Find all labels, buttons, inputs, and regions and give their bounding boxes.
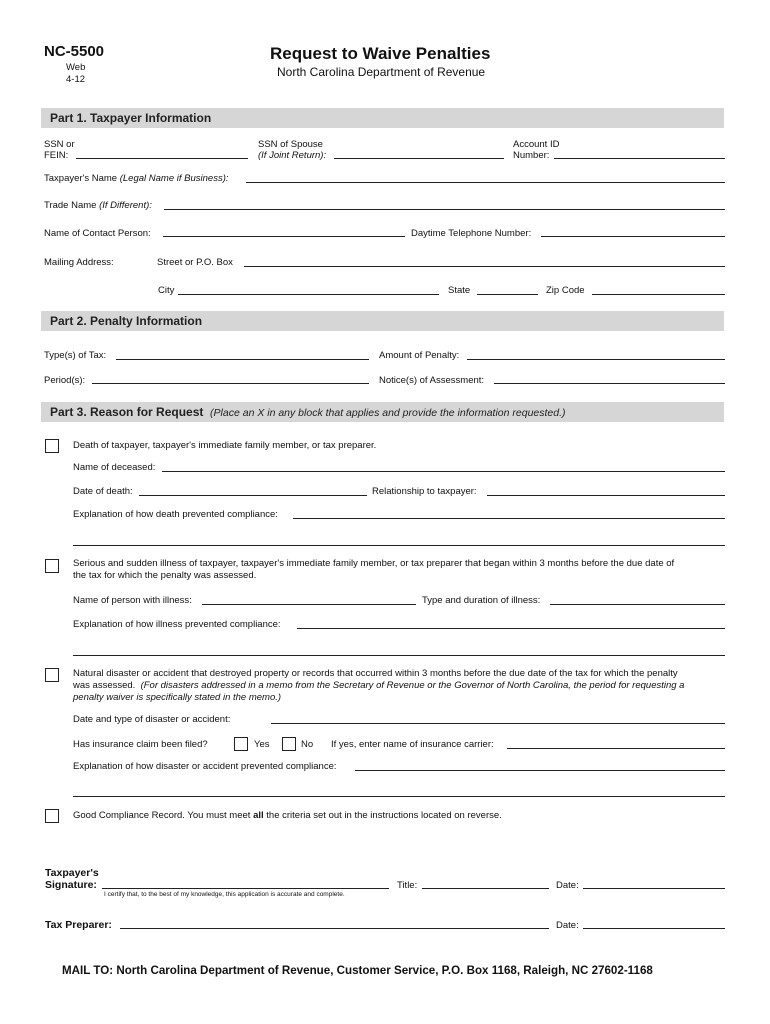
death-checkbox[interactable] <box>45 439 59 453</box>
death-date-label: Date of death: <box>73 486 133 497</box>
relationship-field[interactable] <box>487 495 725 496</box>
preparer-date-label: Date: <box>556 920 579 931</box>
ssn-label-line2: FEIN: <box>44 150 69 161</box>
part1-header-bar <box>41 108 724 128</box>
compliance-text-bold: all <box>253 810 264 821</box>
signature-date-label: Date: <box>556 880 579 891</box>
insurance-question-label: Has insurance claim been filed? <box>73 739 208 750</box>
zip-label: Zip Code <box>546 285 585 296</box>
contact-person-label: Name of Contact Person: <box>44 228 151 239</box>
preparer-date-field[interactable] <box>583 928 725 929</box>
account-id-label-line1: Account ID <box>513 139 560 150</box>
insurance-carrier-field[interactable] <box>507 748 725 749</box>
death-reason-text: Death of taxpayer, taxpayer's immediate family member, or tax preparer. <box>73 440 377 451</box>
part2-header-bar <box>41 311 724 331</box>
form-number: NC-5500 <box>44 43 105 60</box>
city-label: City <box>158 285 175 296</box>
illness-explanation-field-2[interactable] <box>73 655 725 656</box>
compliance-text-after: the criteria set out in the instructions located on reverse. <box>263 810 502 821</box>
part2-title: Part 2. Penalty Information <box>50 314 203 328</box>
trade-name-field[interactable] <box>164 209 725 210</box>
part3-title-text: Part 3. Reason for Request <box>50 405 204 419</box>
disaster-reason-line2a: was assessed. <box>73 680 136 691</box>
phone-label: Daytime Telephone Number: <box>411 228 532 239</box>
title-label: Title: <box>397 880 418 891</box>
insurance-yes-label: Yes <box>254 739 270 750</box>
compliance-checkbox[interactable] <box>45 809 59 823</box>
ill-person-field[interactable] <box>202 604 416 605</box>
mail-to: MAIL TO: North Carolina Department of Revenue, Customer Service, P.O. Box 1168, Raleigh, NC 27602-1168 <box>62 964 653 977</box>
insurance-no-label: No <box>301 739 314 750</box>
disaster-date-type-label: Date and type of disaster or accident: <box>73 714 231 725</box>
tax-preparer-label: Tax Preparer: <box>45 919 112 931</box>
part3-title <box>50 405 566 419</box>
part1-title: Part 1. Taxpayer Information <box>50 111 212 125</box>
periods-field[interactable] <box>92 383 369 384</box>
contact-person-field[interactable] <box>163 236 405 237</box>
part3-note: (Place an X in any block that applies and provide the information requested.) <box>210 407 566 419</box>
signature-label-line2: Signature: <box>45 879 97 891</box>
illness-reason-line2: the tax for which the penalty was assessed. <box>73 570 257 581</box>
tax-types-field[interactable] <box>116 359 369 360</box>
relationship-label: Relationship to taxpayer: <box>372 486 477 497</box>
illness-type-field[interactable] <box>550 604 725 605</box>
mailing-address-label: Mailing Address: <box>44 257 114 268</box>
ssn-label-line1: SSN or <box>44 139 75 150</box>
spouse-ssn-field[interactable] <box>334 158 504 159</box>
disaster-explanation-field-2[interactable] <box>73 796 725 797</box>
state-label: State <box>448 285 471 296</box>
taxpayer-name-label-text: Taxpayer's Name <box>44 173 118 184</box>
phone-field[interactable] <box>541 236 725 237</box>
deceased-name-field[interactable] <box>162 471 725 472</box>
illness-explanation-field[interactable] <box>297 628 725 629</box>
account-id-label-line2: Number: <box>513 150 550 161</box>
tax-preparer-field[interactable] <box>120 928 549 929</box>
taxpayer-name-label <box>44 173 229 184</box>
periods-label: Period(s): <box>44 375 86 386</box>
title-field[interactable] <box>422 888 549 889</box>
tax-types-label: Type(s) of Tax: <box>44 350 107 361</box>
disaster-reason-line2 <box>73 680 684 691</box>
zip-field[interactable] <box>592 294 725 295</box>
disaster-reason-line2b: (For disasters addressed in a memo from the Secretary of Revenue or the Governor of North Carolina, the period for requesting a <box>140 680 685 691</box>
penalty-amount-label: Amount of Penalty: <box>379 350 460 361</box>
street-field[interactable] <box>244 266 725 267</box>
state-field[interactable] <box>477 294 538 295</box>
death-explanation-field[interactable] <box>293 518 725 519</box>
deceased-name-label: Name of deceased: <box>73 462 156 473</box>
illness-explanation-label: Explanation of how illness prevented compliance: <box>73 619 281 630</box>
illness-type-label: Type and duration of illness: <box>422 595 541 606</box>
taxpayer-name-note: (Legal Name if Business): <box>119 173 229 184</box>
signature-field[interactable] <box>102 888 389 889</box>
death-date-field[interactable] <box>139 495 367 496</box>
insurance-carrier-label: If yes, enter name of insurance carrier: <box>331 739 494 750</box>
edition-date: 4-12 <box>66 74 86 85</box>
ill-person-label: Name of person with illness: <box>73 595 192 606</box>
disaster-explanation-label: Explanation of how disaster or accident prevented compliance: <box>73 761 337 772</box>
edition-web: Web <box>66 62 86 73</box>
part3-header-bar <box>41 402 724 422</box>
spouse-ssn-label-line1: SSN of Spouse <box>258 139 323 150</box>
account-id-field[interactable] <box>554 158 725 159</box>
disaster-reason-line3: penalty waiver is specifically stated in the memo.) <box>73 692 282 703</box>
certify-text: I certify that, to the best of my knowledge, this application is accurate and complete. <box>104 891 345 898</box>
compliance-reason-text <box>73 810 502 821</box>
street-label: Street or P.O. Box <box>157 257 233 268</box>
trade-name-note: (If Different): <box>99 200 152 211</box>
form-title: Request to Waive Penalties <box>270 44 491 63</box>
city-field[interactable] <box>178 294 439 295</box>
trade-name-label <box>44 200 152 211</box>
disaster-reason-line1: Natural disaster or accident that destroyed property or records that occurred within 3 months before the due date of the tax for which the penalty <box>73 668 678 679</box>
notices-label: Notice(s) of Assessment: <box>379 375 485 386</box>
signature-label-line1: Taxpayer's <box>45 867 99 879</box>
trade-name-label-text: Trade Name <box>44 200 97 211</box>
form-subtitle: North Carolina Department of Revenue <box>277 65 486 79</box>
notices-field[interactable] <box>494 383 725 384</box>
taxpayer-name-field[interactable] <box>246 182 725 183</box>
disaster-date-type-field[interactable] <box>271 723 725 724</box>
insurance-no-checkbox[interactable] <box>282 737 296 751</box>
disaster-checkbox[interactable] <box>45 668 59 682</box>
signature-date-field[interactable] <box>583 888 725 889</box>
death-explanation-label: Explanation of how death prevented compliance: <box>73 509 278 520</box>
compliance-text-before: Good Compliance Record. You must meet <box>73 810 254 821</box>
penalty-amount-field[interactable] <box>467 359 725 360</box>
illness-checkbox[interactable] <box>45 559 59 573</box>
illness-reason-line1: Serious and sudden illness of taxpayer, taxpayer's immediate family member, or tax preparer that began within 3 months before the due date of <box>73 558 675 569</box>
ssn-field[interactable] <box>76 158 248 159</box>
death-explanation-field-2[interactable] <box>73 545 725 546</box>
insurance-yes-checkbox[interactable] <box>234 737 248 751</box>
spouse-ssn-label-line2: (If Joint Return): <box>258 150 327 161</box>
disaster-explanation-field[interactable] <box>355 770 725 771</box>
